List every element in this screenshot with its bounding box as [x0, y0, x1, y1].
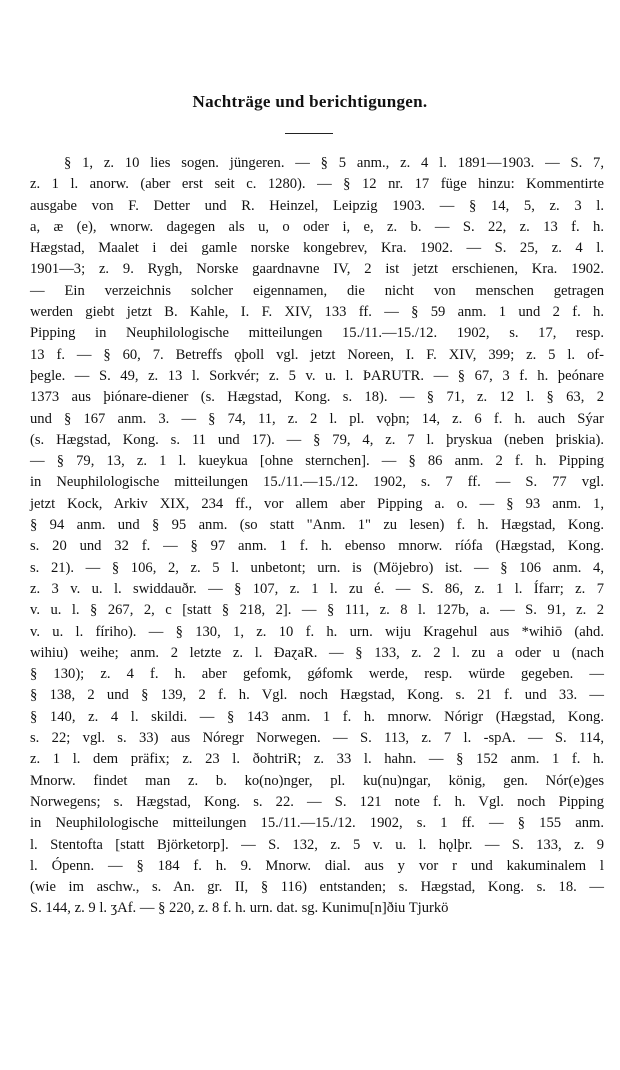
text-line: v. u. l. fíriho). — § 130, 1, z. 10 f. h. urn. wiju Kragehul aus *wihiō (ahd.: [30, 623, 604, 640]
text-line: in Neuphilologische mitteilungen 15./11.—15./12. 1902, s. 1 ff. — § 155 anm.: [30, 815, 604, 832]
text-line: werden giebt jetzt B. Kahle, I. F. XIV, 133 ff. — § 59 anm. 1 und 2 f. h.: [30, 304, 604, 321]
text-line: l. Stentofta [statt Björketorp]. — S. 132, z. 5 v. u. l. hǫlþr. — S. 133, z. 9: [30, 836, 604, 853]
text-line: ausgabe von F. Detter und R. Heinzel, Leipzig 1903. — § 14, 5, z. 3 l.: [30, 197, 604, 214]
text-line: Pipping in Neuphilologische mitteilungen 15./11.—15./12. 1902, s. 17, resp.: [30, 325, 604, 342]
text-line: 1901—3; z. 9. Rygh, Norske gaardnavne IV, 2 ist jetzt erschienen, Kra. 1902.: [30, 261, 604, 278]
text-line: — Ein verzeichnis solcher eigennamen, die nicht von menschen getragen: [30, 282, 604, 299]
title-rule: [285, 133, 333, 134]
text-line: § 138, 2 und § 139, 2 f. h. Vgl. noch Hægstad, Kong. s. 21 f. und 33. —: [30, 687, 604, 704]
page-title: Nachträge und berichtigungen.: [192, 92, 428, 111]
text-line: s. 22; vgl. s. 33) aus Nóregr Norwegen. — S. 113, z. 7 l. -spA. — S. 114,: [30, 730, 604, 747]
text-line: — § 79, 13, z. 1 l. kueykua [ohne sternchen]. — § 86 anm. 2 f. h. Pipping: [30, 453, 604, 470]
text-line: Hægstad, Maalet i dei gamle norske kongebrev, Kra. 1902. — S. 25, z. 4 l.: [30, 240, 604, 257]
text-line: Mnorw. findet man z. b. ko(no)nger, pl. ku(nu)ngar, könig, gen. Nór(e)ges: [30, 772, 604, 789]
text-line: Norwegens; s. Hægstad, Kong. s. 22. — S. 121 note f. h. Vgl. noch Pipping: [30, 793, 604, 810]
text-line: s. 20 und 32 f. — § 97 anm. 1 f. h. ebenso mnorw. ríófa (Hægstad, Kong.: [30, 538, 604, 555]
text-line: (s. Hægstad, Kong. s. 11 und 17). — § 79, 4, z. 7 l. þryskua (neben þriskia).: [30, 431, 604, 448]
text-line: z. 1 l. anorw. (aber erst seit c. 1280). — § 12 nr. 17 füge hinzu: Kommentirte: [30, 176, 604, 193]
text-line: l. Ópenn. — § 184 f. h. 9. Mnorw. dial. aus y vor r und kakuminalem l: [30, 857, 604, 874]
text-line: (wie im aschw., s. An. gr. II, § 116) entstanden; s. Hægstad, Kong. s. 18. —: [30, 879, 604, 896]
text-line: s. 21). — § 106, 2, z. 5 l. unbetont; urn. is (Möjebro) ist. — § 106 anm. 4,: [30, 559, 604, 576]
text-line: § 94 anm. und § 95 anm. (so statt "Anm. 1" zu lesen) f. h. Hægstad, Kong.: [30, 517, 604, 534]
text-line: þegle. — S. 49, z. 13 l. Sorkvér; z. 5 v. u. l. ÞARUTR. — § 67, 3 f. h. þeónare: [30, 367, 604, 384]
text-line: a, æ (e), wnorw. dagegen als u, o oder i, e, z. b. — S. 22, z. 13 f. h.: [30, 218, 604, 235]
text-line: S. 144, z. 9 l. ʒAf. — § 220, z. 8 f. h. urn. dat. sg. Kunimu[n]ðiu Tjurkö: [30, 900, 449, 917]
text-line: z. 3 v. u. l. swiddauðr. — § 107, z. 1 l. zu é. — S. 86, z. 1 l. Ífarr; z. 7: [30, 580, 604, 597]
text-line: § 1, z. 10 lies sogen. jüngeren. — § 5 anm., z. 4 l. 1891—1903. — S. 7,: [64, 155, 604, 171]
text-line: v. u. l. § 267, 2, c [statt § 218, 2]. — § 111, z. 8 l. 127b, a. — S. 91, z. 2: [30, 602, 604, 619]
text-line: in Neuphilologische mitteilungen 15./11.—15./12. 1902, s. 7 ff. — S. 77 vgl.: [30, 474, 604, 491]
text-line: 13 f. — § 60, 7. Betreffs ǫþoll vgl. jetzt Noreen, I. F. XIV, 399; z. 5 l. of-: [30, 346, 604, 363]
text-line: z. 1 l. dem präfix; z. 23 l. ðohtriR; z. 33 l. hahn. — § 152 anm. 1 f. h.: [30, 751, 604, 768]
text-line: § 140, z. 4 l. skildi. — § 143 anm. 1 f. h. mnorw. Nórigr (Hægstad, Kong.: [30, 708, 604, 725]
text-line: jetzt Kock, Arkiv XIX, 234 ff., vor allem aber Pipping a. o. — § 93 anm. 1,: [30, 495, 604, 512]
text-line: wihiu) weihe; anm. 2 letzte z. l. ÐaɀaR. — § 133, z. 2 l. zu a oder u (nach: [30, 644, 604, 661]
text-line: und § 167 anm. 3. — § 74, 11, z. 2 l. pl. vǫþn; 14, z. 6 f. h. auch Sýar: [30, 410, 604, 427]
errata-text: [30, 153, 604, 920]
text-line: 1373 aus þiónare-diener (s. Hægstad, Kong. s. 18). — § 71, z. 12 l. § 63, 2: [30, 389, 604, 406]
text-line: § 130); z. 4 f. h. aber gefomk, gǿfomk werde, resp. würde gegeben. —: [30, 666, 604, 683]
